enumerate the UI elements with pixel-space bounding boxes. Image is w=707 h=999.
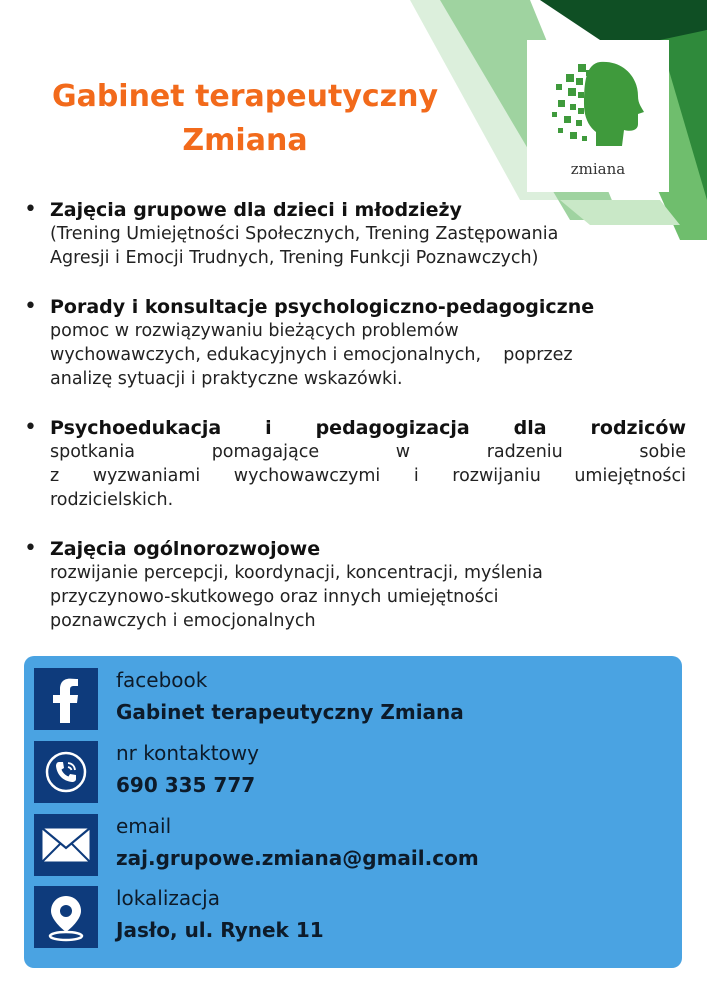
offer-title: Psychoedukacja i pedagogizacja dla rodziców <box>50 417 686 439</box>
contact-label: email <box>116 814 172 838</box>
offer-line: (Trening Umiejętności Społecznych, Trening Zastępowania <box>50 224 559 244</box>
logo <box>527 40 669 192</box>
bullet-icon: • <box>24 536 37 561</box>
offers-list <box>22 198 686 658</box>
bullet-icon: • <box>24 197 37 222</box>
list-item <box>22 198 686 270</box>
offer-line: rozwijanie percepcji, koordynacji, koncentracji, myślenia <box>50 563 543 583</box>
phone-number[interactable]: 690 335 777 <box>116 773 256 797</box>
offer-line: pomoc w rozwiązywaniu bieżących problemów <box>50 321 459 341</box>
list-item <box>22 416 686 512</box>
offer-line: analizę sytuacji i praktyczne wskazówki. <box>50 369 403 389</box>
contact-label: facebook <box>116 668 208 692</box>
offer-title: Zajęcia ogólnorozwojowe <box>50 538 321 560</box>
contact-location[interactable] <box>34 886 674 950</box>
address[interactable]: Jasło, ul. Rynek 11 <box>116 918 324 942</box>
logo-wordmark: zmiana <box>570 160 626 178</box>
offer-line: przyczynowo-skutkowego oraz innych umiejętności <box>50 587 499 607</box>
bullet-icon: • <box>24 294 37 319</box>
contact-facebook[interactable] <box>34 668 674 732</box>
page-title: Gabinet terapeutyczny Zmiana <box>51 79 439 158</box>
facebook-page-link[interactable]: Gabinet terapeutyczny Zmiana <box>116 700 464 724</box>
phone-icon <box>34 741 98 803</box>
offer-line: poznawczych i emocjonalnych <box>50 611 316 631</box>
contact-phone[interactable] <box>34 741 674 805</box>
contact-label: lokalizacja <box>116 886 220 910</box>
email-address[interactable]: zaj.grupowe.zmiana@gmail.com <box>116 846 479 870</box>
offer-title: Porady i konsultacje psychologiczno-pedagogiczne <box>50 296 595 318</box>
bullet-icon: • <box>24 415 37 440</box>
envelope-icon <box>34 814 98 876</box>
offer-line: wychowawczych, edukacyjnych i emocjonalnych, poprzez <box>50 345 573 365</box>
offer-line: z wyzwaniami wychowawczymi i rozwijaniu umiejętności <box>50 466 686 486</box>
list-item <box>22 537 686 633</box>
map-pin-icon <box>34 886 98 948</box>
contact-panel <box>24 656 682 968</box>
offer-line: spotkania pomagające w radzeniu sobie <box>50 442 686 462</box>
facebook-icon <box>34 668 98 730</box>
contact-label: nr kontaktowy <box>116 741 259 765</box>
contact-email[interactable] <box>34 814 674 878</box>
offer-title: Zajęcia grupowe dla dzieci i młodzieży <box>50 199 462 221</box>
head-logo-icon <box>552 54 647 154</box>
offer-line: Agresji i Emocji Trudnych, Trening Funkcji Poznawczych) <box>50 248 539 268</box>
offer-line: rodzicielskich. <box>50 490 174 510</box>
list-item <box>22 295 686 391</box>
